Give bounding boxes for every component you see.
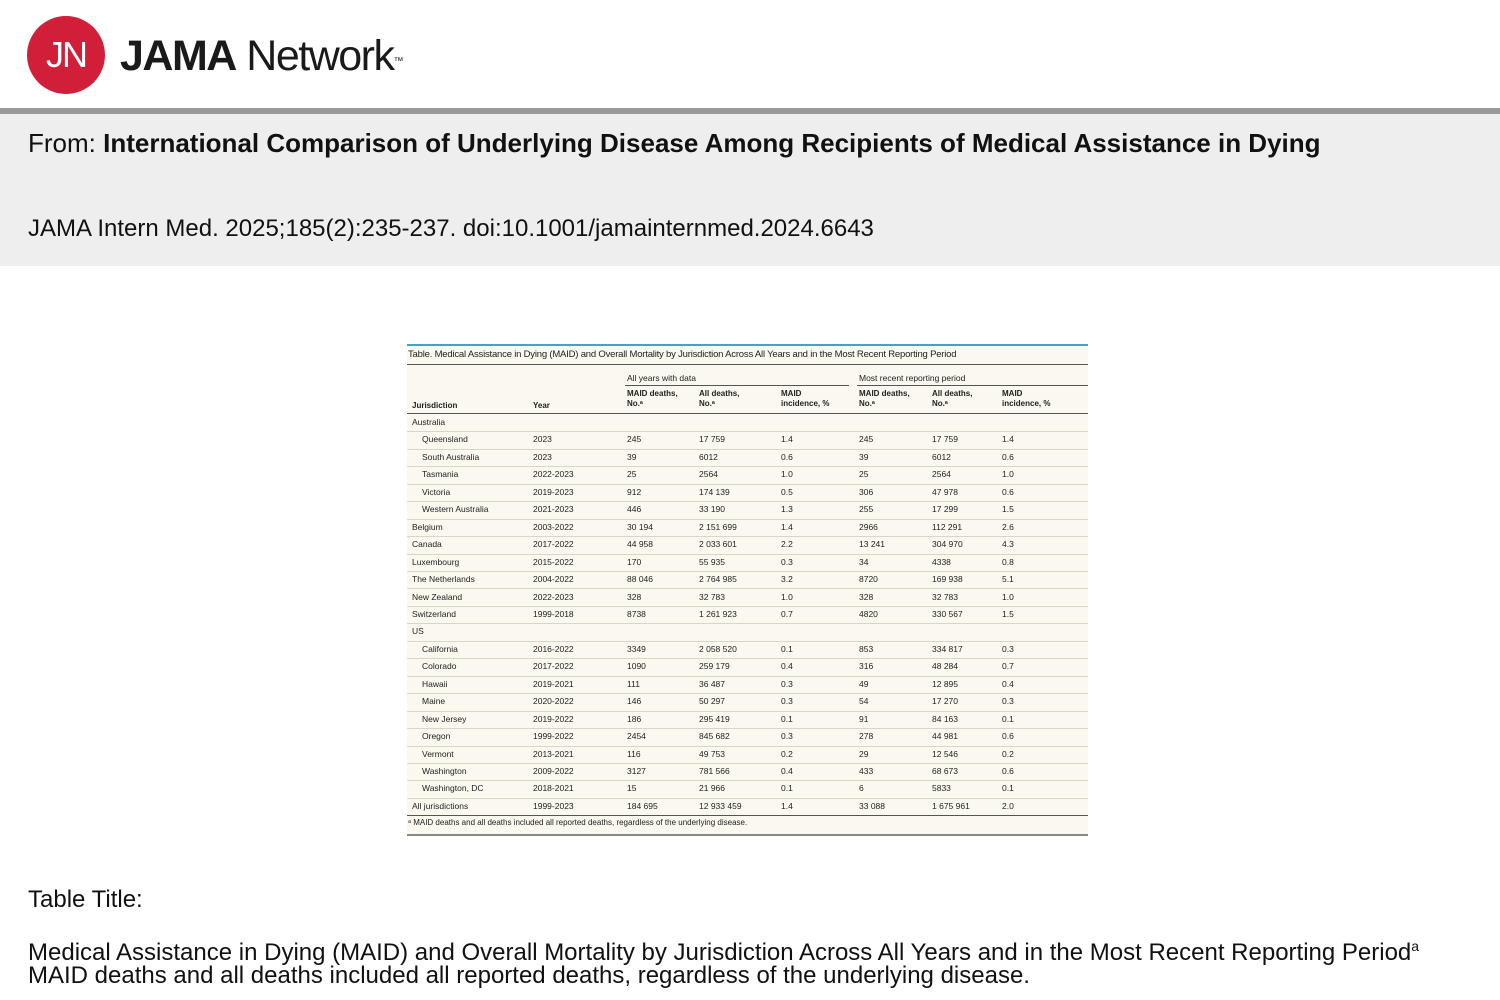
table-cell-j: Queensland (422, 434, 468, 445)
table-cell-a1: 39 (627, 451, 637, 462)
table-cell-a1: 25 (627, 469, 637, 480)
table-cell-r2: 4338 (932, 556, 951, 567)
table-cell-a1: 146 (627, 696, 642, 707)
table-cell-a3: 0.1 (781, 713, 793, 724)
table-cell-a2: 2 151 699 (699, 521, 737, 532)
table-cell-r2: 84 163 (932, 713, 958, 724)
table-image (407, 344, 1088, 836)
table-cell-j: Belgium (412, 521, 443, 532)
table-row (407, 571, 1088, 589)
table-cell-r3: 1.0 (1002, 469, 1014, 480)
logo-initials: JN (46, 34, 86, 75)
table-cell-r1: 25 (859, 469, 869, 480)
table-cell-r2: 17 299 (932, 504, 958, 515)
table-cell-j: Tasmania (422, 469, 459, 480)
table-cell-r1: 316 (859, 661, 874, 672)
table-cell-y: 2018-2021 (533, 783, 574, 794)
table-cell-r2: 334 817 (932, 643, 963, 654)
brand-wordmark[interactable] (120, 32, 404, 80)
table-cell-y: 2003-2022 (533, 521, 574, 532)
table-cell-y: 2022-2023 (533, 591, 574, 602)
table-row (407, 798, 1088, 816)
table-cell-y: 2023 (533, 451, 552, 462)
table-cell-a2: 17 759 (699, 434, 725, 445)
table-title-note: MAID deaths and all deaths included all reported deaths, regardless of the underlying disease. (28, 962, 1030, 989)
table-cell-r2: 17 270 (932, 696, 958, 707)
table-cell-a2: 1 261 923 (699, 608, 737, 619)
table-row (407, 554, 1088, 572)
table-cell-j: New Zealand (412, 591, 463, 602)
col-header-jurisdiction: Jurisdiction (412, 401, 458, 410)
table-cell-a3: 0.6 (781, 451, 793, 462)
table-cell-r1: 34 (859, 556, 869, 567)
brand-trademark: ™ (393, 56, 404, 67)
table-cell-a3: 0.2 (781, 748, 793, 759)
table-cell-r2: 169 938 (932, 574, 963, 585)
col-header-maid-deaths-recent: MAID deaths, No.ᵃ (859, 389, 910, 408)
group-header-all-years: All years with data (627, 373, 696, 383)
table-row (407, 431, 1088, 449)
table-cell-j: Oregon (422, 731, 451, 742)
table-cell-a1: 88 046 (627, 574, 653, 585)
caption-rule (407, 364, 1088, 365)
table-row (407, 501, 1088, 519)
table-cell-r1: 49 (859, 678, 869, 689)
table-cell-j: Vermont (422, 748, 454, 759)
table-cell-a3: 1.0 (781, 469, 793, 480)
table-top-bar (407, 344, 1088, 346)
table-cell-y: 2017-2022 (533, 661, 574, 672)
table-cell-r1: 13 241 (859, 539, 885, 550)
table-cell-r2: 330 567 (932, 608, 963, 619)
table-row (407, 641, 1088, 659)
table-cell-r2: 47 978 (932, 486, 958, 497)
table-cell-j: Canada (412, 539, 442, 550)
table-row (407, 449, 1088, 467)
table-cell-a1: 184 695 (627, 800, 658, 811)
table-cell-r3: 0.1 (1002, 783, 1014, 794)
table-footnote: ᵃ MAID deaths and all deaths included all reported deaths, regardless of the underlying disease. (408, 818, 748, 827)
table-row (407, 711, 1088, 729)
table-cell-y: 2013-2021 (533, 748, 574, 759)
table-cell-j: US (412, 626, 424, 637)
table-cell-a2: 2564 (699, 469, 718, 480)
table-cell-a3: 0.5 (781, 486, 793, 497)
table-cell-a3: 3.2 (781, 574, 793, 585)
table-cell-a2: 845 682 (699, 731, 730, 742)
table-cell-a1: 186 (627, 713, 642, 724)
table-cell-r3: 5.1 (1002, 574, 1014, 585)
table-cell-j: Western Australia (422, 504, 489, 515)
table-row (407, 763, 1088, 781)
table-cell-y: 1999-2018 (533, 608, 574, 619)
table-cell-r3: 0.2 (1002, 748, 1014, 759)
table-row (407, 676, 1088, 694)
table-cell-r2: 17 759 (932, 434, 958, 445)
table-cell-r1: 4820 (859, 608, 878, 619)
table-title-body: Medical Assistance in Dying (MAID) and Overall Mortality by Jurisdiction Across All Years and in the Most Recent Reporting Period (28, 939, 1412, 966)
col-header-incidence-all: MAID incidence, % (781, 389, 830, 408)
table-cell-y: 2020-2022 (533, 696, 574, 707)
table-cell-r3: 2.6 (1002, 521, 1014, 532)
table-cell-a3: 0.3 (781, 678, 793, 689)
table-cell-r2: 1 675 961 (932, 800, 970, 811)
table-cell-a3: 0.4 (781, 766, 793, 776)
brand-bold: JAMA (120, 32, 236, 80)
table-cell-a1: 328 (627, 591, 642, 602)
table-cell-y: 1999-2023 (533, 800, 574, 811)
table-cell-j: Maine (422, 696, 446, 707)
table-row (407, 780, 1088, 798)
table-cell-r2: 6012 (932, 451, 951, 462)
table-cell-j: The Netherlands (412, 574, 475, 585)
table-cell-j: Victoria (422, 486, 451, 497)
col-header-maid-deaths-all: MAID deaths, No.ᵃ (627, 389, 678, 408)
table-cell-r1: 853 (859, 643, 874, 654)
table-cell-j: Luxembourg (412, 556, 460, 567)
table-cell-r3: 0.7 (1002, 661, 1014, 672)
table-cell-y: 2019-2022 (533, 713, 574, 724)
table-cell-j: All jurisdictions (412, 800, 469, 811)
table-cell-a3: 0.3 (781, 696, 793, 707)
table-cell-y: 2015-2022 (533, 556, 574, 567)
table-caption: Table. Medical Assistance in Dying (MAID) and Overall Mortality by Jurisdiction Across All Years and in the Most Recent Reporting Period (408, 349, 957, 360)
table-row (407, 466, 1088, 484)
table-cell-a1: 15 (627, 783, 637, 794)
table-cell-a2: 2 764 985 (699, 574, 737, 585)
table-cell-r2: 304 970 (932, 539, 963, 550)
table-cell-a2: 2 033 601 (699, 539, 737, 550)
table-cell-a2: 2 058 520 (699, 643, 737, 654)
col-header-all-deaths-all: All deaths, No.ᵃ (699, 389, 740, 408)
table-cell-a1: 245 (627, 434, 642, 445)
table-cell-r1: 29 (859, 748, 869, 759)
group-header-recent: Most recent reporting period (859, 373, 966, 383)
table-cell-a1: 446 (627, 504, 642, 515)
table-cell-j: Hawaii (422, 678, 448, 689)
table-row (407, 728, 1088, 746)
table-cell-r1: 255 (859, 504, 874, 515)
table-cell-a1: 116 (627, 748, 641, 759)
table-cell-a2: 55 935 (699, 556, 725, 567)
table-cell-j: South Australia (422, 451, 480, 462)
table-cell-r1: 8720 (859, 574, 878, 585)
table-cell-a2: 49 753 (699, 748, 725, 759)
table-cell-a1: 30 194 (627, 521, 653, 532)
table-cell-r2: 12 546 (932, 748, 958, 759)
table-cell-r1: 33 088 (859, 800, 885, 811)
col-header-all-deaths-recent: All deaths, No.ᵃ (932, 389, 973, 408)
jama-network-logo-icon[interactable] (27, 16, 105, 94)
table-cell-r3: 1.4 (1002, 434, 1014, 445)
table-row (407, 414, 1088, 432)
table-cell-r3: 0.6 (1002, 766, 1014, 776)
group-rule-all-years (625, 385, 849, 386)
table-row (407, 606, 1088, 624)
brand-light: Network (235, 32, 394, 80)
table-cell-r3: 0.8 (1002, 556, 1014, 567)
table-cell-y: 2016-2022 (533, 643, 574, 654)
table-cell-a2: 259 179 (699, 661, 730, 672)
table-cell-a2: 36 487 (699, 678, 725, 689)
table-cell-r3: 1.5 (1002, 504, 1014, 515)
table-cell-a3: 1.4 (781, 521, 793, 532)
table-cell-y: 2004-2022 (533, 574, 574, 585)
table-row (407, 519, 1088, 537)
table-cell-r3: 2.0 (1002, 800, 1014, 811)
table-cell-a3: 1.0 (781, 591, 793, 602)
table-cell-j: Washington, DC (422, 783, 484, 794)
table-cell-y: 2022-2023 (533, 469, 574, 480)
table-cell-r1: 306 (859, 486, 874, 497)
table-row (407, 693, 1088, 711)
article-title[interactable]: International Comparison of Underlying Disease Among Recipients of Medical Assistance in Dying (103, 128, 1321, 158)
table-row (407, 746, 1088, 764)
table-cell-y: 2019-2023 (533, 486, 574, 497)
table-cell-r1: 91 (859, 713, 869, 724)
table-cell-r3: 0.6 (1002, 731, 1014, 742)
table-cell-j: New Jersey (422, 713, 467, 724)
table-cell-a2: 12 933 459 (699, 800, 742, 811)
table-cell-a1: 1090 (627, 661, 646, 672)
col-header-year: Year (533, 401, 550, 410)
table-cell-a1: 8738 (627, 608, 646, 619)
table-cell-a3: 0.4 (781, 661, 793, 672)
table-cell-r1: 2966 (859, 521, 878, 532)
table-cell-a2: 295 419 (699, 713, 730, 724)
table-cell-r1: 39 (859, 451, 869, 462)
table-cell-a2: 6012 (699, 451, 718, 462)
table-cell-j: California (422, 643, 458, 654)
site-header (0, 0, 1500, 108)
table-footer-rule (407, 834, 1088, 836)
table-cell-a3: 0.1 (781, 783, 793, 794)
table-cell-r1: 433 (859, 766, 874, 776)
table-cell-j: Washington (422, 766, 467, 776)
table-cell-a1: 912 (627, 486, 642, 497)
table-cell-r3: 0.3 (1002, 696, 1014, 707)
table-cell-a3: 1.4 (781, 434, 793, 445)
table-cell-a3: 0.1 (781, 643, 793, 654)
table-cell-j: Australia (412, 417, 446, 427)
table-cell-r2: 112 291 (932, 521, 963, 532)
table-cell-j: Colorado (422, 661, 457, 672)
table-cell-y: 2019-2021 (533, 678, 574, 689)
table-cell-y: 1999-2022 (533, 731, 574, 742)
table-row (407, 536, 1088, 554)
table-cell-r3: 4.3 (1002, 539, 1014, 550)
table-row (407, 658, 1088, 676)
table-cell-r1: 6 (859, 783, 864, 794)
table-cell-j: Switzerland (412, 608, 456, 619)
table-row (407, 484, 1088, 502)
table-cell-a3: 0.3 (781, 556, 793, 567)
table-cell-r3: 0.4 (1002, 678, 1014, 689)
table-cell-r3: 1.0 (1002, 591, 1014, 602)
article-from-line (28, 128, 1321, 158)
table-cell-r3: 1.5 (1002, 608, 1014, 619)
table-title-label: Table Title: (28, 886, 143, 913)
table-cell-r3: 0.1 (1002, 713, 1014, 724)
table-bottom-rule (407, 815, 1088, 816)
table-cell-y: 2009-2022 (533, 766, 574, 776)
table-cell-r1: 278 (859, 731, 874, 742)
table-cell-a1: 44 958 (627, 539, 653, 550)
table-title-sup: a (1411, 938, 1420, 954)
table-cell-y: 2023 (533, 434, 552, 445)
table-cell-r1: 328 (859, 591, 874, 602)
table-cell-r3: 0.6 (1002, 451, 1014, 462)
table-cell-a3: 1.4 (781, 800, 793, 811)
table-cell-y: 2017-2022 (533, 539, 574, 550)
table-cell-r3: 0.6 (1002, 486, 1014, 497)
table-cell-a1: 170 (627, 556, 642, 567)
table-cell-r2: 5833 (932, 783, 951, 794)
table-cell-a2: 781 566 (699, 766, 730, 776)
table-row (407, 589, 1088, 607)
table-cell-a2: 21 966 (699, 783, 725, 794)
table-cell-r3: 0.3 (1002, 643, 1014, 654)
table-cell-r1: 54 (859, 696, 869, 707)
col-header-incidence-recent: MAID incidence, % (1002, 389, 1051, 408)
group-rule-recent (857, 385, 1088, 386)
table-row (407, 623, 1088, 641)
table-cell-a3: 0.7 (781, 608, 793, 619)
table-cell-a2: 50 297 (699, 696, 725, 707)
table-cell-r2: 12 895 (932, 678, 958, 689)
table-cell-a3: 0.3 (781, 731, 793, 742)
table-cell-a1: 3349 (627, 643, 646, 654)
table-cell-a3: 1.3 (781, 504, 793, 515)
table-cell-r2: 68 673 (932, 766, 958, 776)
table-cell-r2: 32 783 (932, 591, 958, 602)
table-cell-a1: 2454 (627, 731, 646, 742)
table-cell-a2: 32 783 (699, 591, 725, 602)
table-cell-a1: 3127 (627, 766, 646, 776)
journal-citation: JAMA Intern Med. 2025;185(2):235-237. doi:10.1001/jamainternmed.2024.6643 (28, 215, 874, 242)
table-cell-a3: 2.2 (781, 539, 793, 550)
table-cell-a2: 174 139 (699, 486, 730, 497)
from-label: From: (28, 128, 104, 158)
table-cell-r1: 245 (859, 434, 874, 445)
table-cell-a2: 33 190 (699, 504, 725, 515)
table-cell-r2: 2564 (932, 469, 951, 480)
table-cell-r2: 48 284 (932, 661, 958, 672)
table-cell-a1: 111 (627, 678, 640, 689)
table-cell-y: 2021-2023 (533, 504, 574, 515)
table-cell-r2: 44 981 (932, 731, 958, 742)
